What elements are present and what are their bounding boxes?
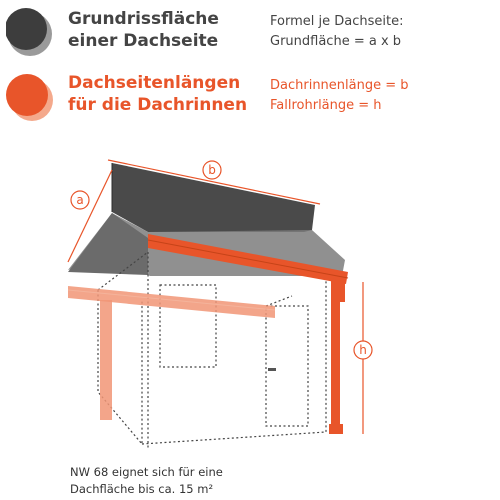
capacity-note-line1: NW 68 eignet sich für eine <box>70 465 223 479</box>
gutter-title-line2: für die Dachrinnen <box>68 95 248 115</box>
gutter-formula-line2: Fallrohrlänge = h <box>270 98 382 113</box>
gutter-formula-line1: Dachrinnenlänge = b <box>270 78 409 93</box>
gutter-title <box>68 72 247 116</box>
dimension-b-label: b <box>208 163 216 177</box>
dimension-a-label: a <box>76 193 84 207</box>
roof-area-formula-line1: Formel je Dachseite: <box>270 14 404 29</box>
capacity-note <box>70 464 223 498</box>
gutter-formula <box>270 76 409 116</box>
capacity-note-line2: Dachfläche bis ca. 15 m² <box>70 482 214 496</box>
dimension-h-label: h <box>359 343 367 357</box>
door-handle <box>268 368 276 371</box>
gutter-title-line1: Dachseitenlängen <box>68 73 241 93</box>
downpipe-back <box>100 300 112 420</box>
downpipe-front <box>329 278 345 434</box>
roof-area-formula <box>270 12 403 52</box>
shed-walls <box>98 252 326 448</box>
roof-area-legend-icon <box>6 6 56 58</box>
roof-area-formula-line2: Grundfläche = a x b <box>270 34 402 49</box>
roof-area-title-line1: Grundrissfläche <box>68 9 219 29</box>
gutter-front <box>68 286 275 318</box>
roof-area-title <box>68 8 219 52</box>
gutter-legend-icon <box>6 72 58 124</box>
roof-area-title-line2: einer Dachseite <box>68 31 219 51</box>
shed-diagram <box>0 150 500 460</box>
